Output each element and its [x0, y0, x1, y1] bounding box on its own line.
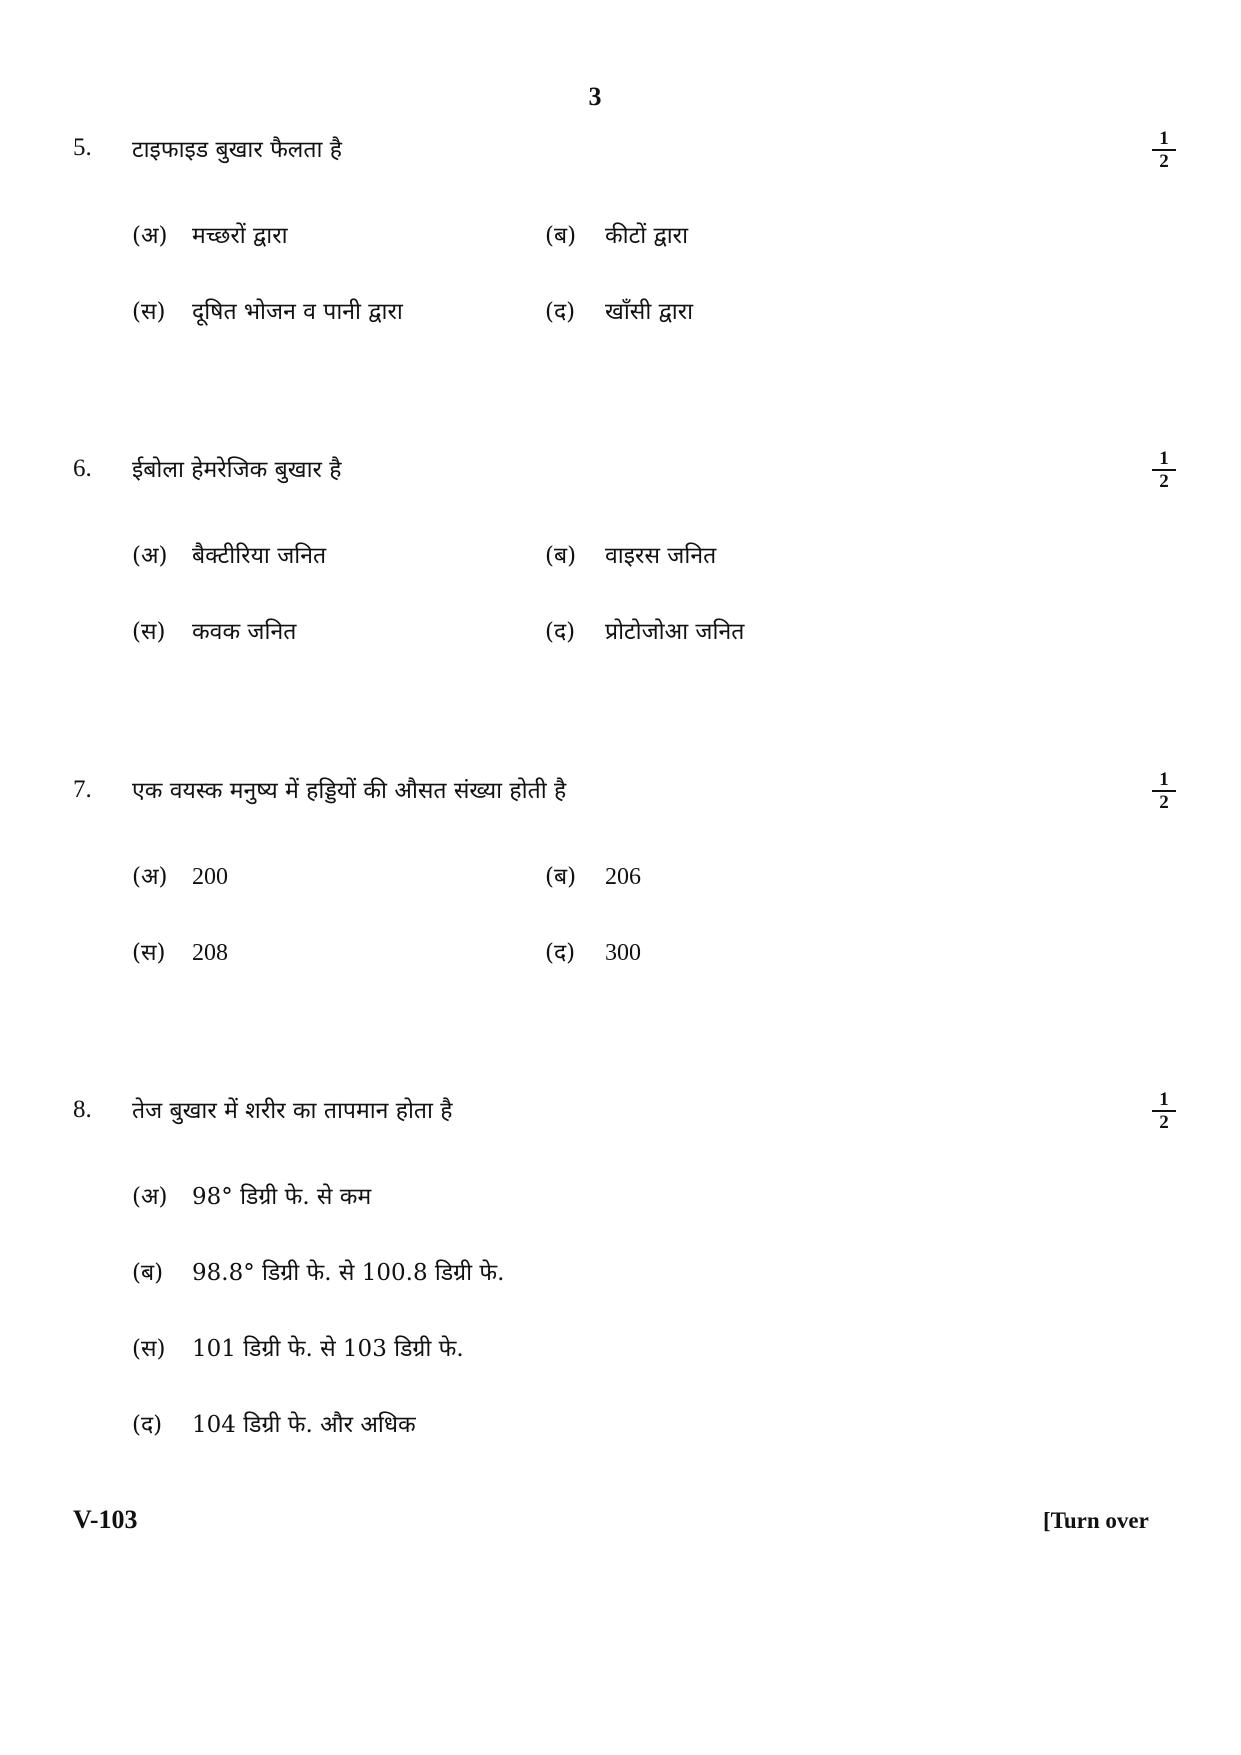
option-text: 300 [605, 940, 641, 966]
question-number: 8. [73, 1096, 92, 1123]
option-label: (स) [132, 619, 166, 645]
option-label: (स) [132, 940, 166, 966]
option-text: बैक्टीरिया जनित [192, 543, 327, 569]
option-d [545, 935, 641, 967]
option-label: (ब) [545, 864, 577, 890]
option-text: 98.8° डिग्री फे. से 100.8 डिग्री फे. [192, 1260, 505, 1286]
option-label: (ब) [132, 1260, 164, 1286]
option-label: (अ) [132, 864, 168, 890]
option-a [132, 538, 326, 570]
question-text: टाइफाइड बुखार फैलता है [132, 137, 342, 163]
option-text: 104 डिग्री फे. और अधिक [192, 1412, 416, 1438]
question-number: 6. [73, 455, 92, 482]
option-c [132, 294, 403, 326]
option-a [132, 218, 288, 250]
option-label: (द) [545, 940, 576, 966]
option-d [545, 294, 693, 326]
option-label: (स) [132, 299, 166, 325]
option-b [545, 538, 716, 570]
marks-numerator: 1 [1152, 448, 1176, 471]
option-label: (द) [545, 619, 576, 645]
option-c [132, 614, 296, 646]
marks-denominator: 2 [1159, 1112, 1169, 1133]
marks-denominator: 2 [1159, 151, 1169, 172]
option-a [132, 1179, 371, 1211]
marks-numerator: 1 [1152, 128, 1176, 151]
option-text: 208 [192, 940, 228, 966]
option-label: (स) [132, 1336, 166, 1362]
option-d [545, 614, 744, 646]
option-label: (द) [132, 1412, 163, 1438]
marks-fraction [1152, 769, 1176, 813]
option-text: कवक जनित [192, 619, 297, 645]
marks-fraction [1152, 128, 1176, 172]
option-b [132, 1255, 504, 1287]
option-label: (ब) [545, 223, 577, 249]
option-d [132, 1407, 416, 1439]
option-text: दूषित भोजन व पानी द्वारा [192, 299, 403, 325]
turn-over-note: [Turn over [1043, 1508, 1149, 1533]
question-number: 7. [73, 776, 92, 803]
option-label: (अ) [132, 223, 168, 249]
marks-numerator: 1 [1152, 769, 1176, 792]
marks-denominator: 2 [1159, 792, 1169, 813]
marks-fraction [1152, 448, 1176, 492]
marks-denominator: 2 [1159, 471, 1169, 492]
option-text: वाइरस जनित [605, 543, 717, 569]
option-text: खाँसी द्वारा [605, 299, 694, 325]
question-text: एक वयस्क मनुष्य में हड्डियों की औसत संख्या होती है [132, 778, 567, 804]
option-text: मच्छरों द्वारा [192, 223, 288, 249]
question-text: तेज बुखार में शरीर का तापमान होता है [132, 1098, 453, 1124]
question-number: 5. [73, 134, 92, 161]
option-text: 98° डिग्री फे. से कम [192, 1184, 372, 1210]
option-label: (अ) [132, 1184, 168, 1210]
page-number: 3 [588, 82, 602, 111]
paper-code: V-103 [73, 1505, 138, 1534]
marks-fraction [1152, 1089, 1176, 1133]
option-label: (ब) [545, 543, 577, 569]
option-b [545, 218, 688, 250]
option-text: प्रोटोजोआ जनित [605, 619, 745, 645]
option-label: (अ) [132, 543, 168, 569]
option-c [132, 1331, 464, 1363]
option-c [132, 935, 228, 967]
option-a [132, 859, 228, 891]
option-text: 206 [605, 864, 641, 890]
option-text: कीटों द्वारा [605, 223, 689, 249]
option-b [545, 859, 641, 891]
marks-numerator: 1 [1152, 1089, 1176, 1112]
option-text: 200 [192, 864, 228, 890]
option-label: (द) [545, 299, 576, 325]
option-text: 101 डिग्री फे. से 103 डिग्री फे. [192, 1336, 464, 1362]
question-text: ईबोला हेमरेजिक बुखार है [132, 457, 342, 483]
